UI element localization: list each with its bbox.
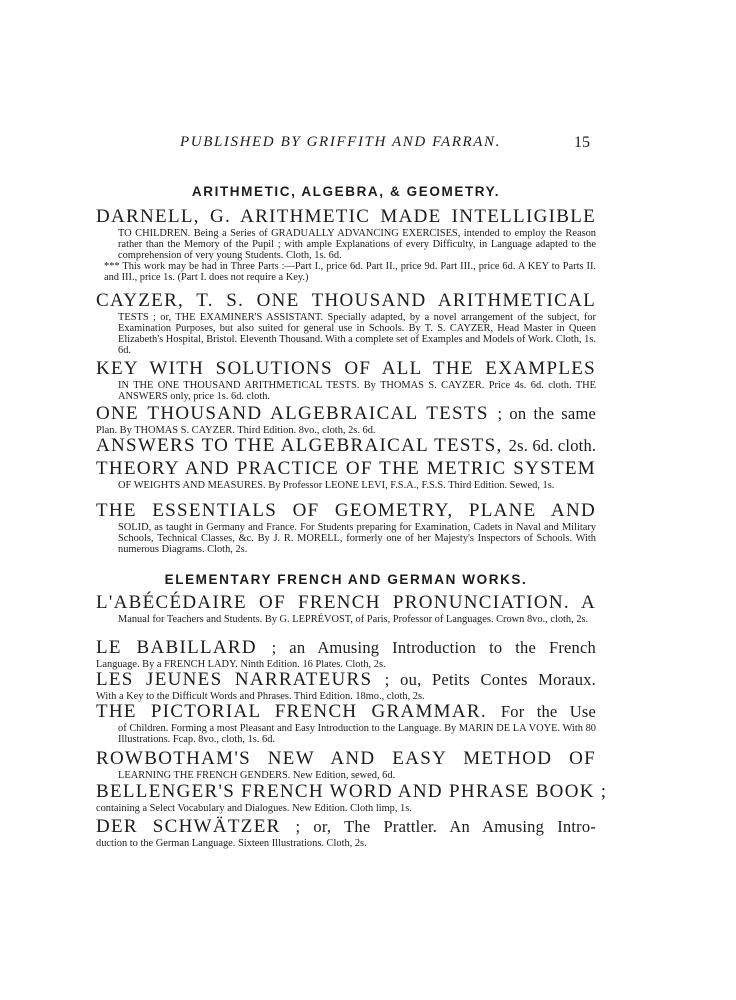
entry-title: DARNELL, G. ARITHMETIC MADE INTELLIGIBLE: [96, 206, 596, 227]
entry-note: *** This work may be had in Three Parts :—Part I., price 6d. Part II., price 9d. Part III., price 6d. A KEY to Parts II. and III., price 1s. (Part I. does not require a Key.): [104, 261, 596, 283]
entry-body: duction to the German Language. Sixteen Illustrations. Cloth, 2s.: [96, 838, 367, 849]
entry-body: TESTS ; or, THE EXAMINER'S ASSISTANT. Specially adapted, by a novel arrangement of the subject, for Examination Purposes, but also suited for general use in Schools. By T. S. CAYZER, Head Master in Queen Elizabeth's Hospital, Bristol. Eleventh Thousand. With a complete set of Examples and Models of Work. Cloth, 1s. 6d.: [118, 312, 596, 356]
entry-title: ONE THOUSAND ALGEBRAICAL TESTS ; on the same: [96, 403, 597, 424]
entry-body: of Children. Forming a most Pleasant and Easy Introduction to the Language. By MARIN DE LA VOYE. With 80 Illustrations. Fcap. 8vo., cloth, 1s. 6d.: [118, 723, 596, 745]
entry-title: LE BABILLARD ; an Amusing Introduction to the French: [96, 637, 596, 658]
entry-body: LEARNING THE FRENCH GENDERS. New Edition, sewed, 6d.: [118, 770, 396, 781]
entry-cayzer: [96, 290, 596, 356]
entry-metric-system: [96, 458, 596, 491]
entry-darnell: [96, 206, 596, 283]
page-number: 15: [574, 134, 590, 151]
entry-title: CAYZER, T. S. ONE THOUSAND ARITHMETICAL: [96, 290, 596, 311]
entry-title: ANSWERS TO THE ALGEBRAICAL TESTS, 2s. 6d. cloth.: [96, 435, 597, 456]
entry-babillard: [96, 637, 596, 670]
entry-title: L'ABÉCÉDAIRE OF FRENCH PRONUNCIATION. A: [96, 592, 596, 613]
entry-body: OF WEIGHTS AND MEASURES. By Professor LEONE LEVI, F.S.A., F.S.S. Third Edition. Sewed, 1s.: [118, 480, 555, 491]
section-heading-arithmetic: ARITHMETIC, ALGEBRA, & GEOMETRY.: [191, 184, 501, 199]
entry-body: Language. By a FRENCH LADY. Ninth Edition. 16 Plates. Cloth, 2s.: [96, 659, 386, 670]
entry-body: SOLID, as taught in Germany and France. For Students preparing for Examination, Cadets in Naval and Military Schools, Technical Classes, &c. By J. R. MORELL, formerly one of her Majesty's Inspectors of Schools. With numerous Diagrams. Cloth, 2s.: [118, 522, 596, 555]
entry-title: THE PICTORIAL FRENCH GRAMMAR. For the Use: [96, 701, 596, 722]
entry-body: With a Key to the Difficult Words and Phrases. Third Edition. 18mo., cloth, 2s.: [96, 691, 425, 702]
entry-key-solutions: [96, 358, 596, 402]
section-heading-french-german: ELEMENTARY FRENCH AND GERMAN WORKS.: [164, 572, 528, 587]
running-head: PUBLISHED BY GRIFFITH AND FARRAN.: [180, 134, 501, 150]
entry-rowbotham: [96, 748, 596, 781]
entry-algebraical-tests: [96, 403, 596, 436]
entry-title: DER SCHWÄTZER ; or, The Prattler. An Amusing Intro-: [96, 816, 596, 837]
entry-title: THE ESSENTIALS OF GEOMETRY, PLANE AND: [96, 500, 596, 521]
entry-answers-algebraical: [96, 435, 596, 457]
entry-body: containing a Select Vocabulary and Dialogues. New Edition. Cloth limp, 1s.: [96, 803, 412, 814]
entry-title: KEY WITH SOLUTIONS OF ALL THE EXAMPLES: [96, 358, 596, 379]
entry-title: LES JEUNES NARRATEURS ; ou, Petits Contes Moraux.: [96, 669, 596, 690]
entry-body: Plan. By THOMAS S. CAYZER. Third Edition. 8vo., cloth, 2s. 6d.: [96, 425, 376, 436]
entry-essentials-geometry: [96, 500, 596, 555]
entry-body: TO CHILDREN. Being a Series of GRADUALLY ADVANCING EXERCISES, intended to employ the Reason rather than the Memory of the Pupil ; with ample Explanations of every Difficulty, in Language adapted to the comprehension of very young Students. Cloth, 1s. 6d.: [118, 228, 596, 261]
entry-pictorial-grammar: [96, 701, 596, 745]
entry-bellenger: [96, 781, 608, 814]
entry-title: ROWBOTHAM'S NEW AND EASY METHOD OF: [96, 748, 596, 769]
entry-body: Manual for Teachers and Students. By G. LEPRÉVOST, of Paris, Professor of Languages. Crown 8vo., cloth, 2s.: [118, 614, 589, 625]
entry-schwatzer: [96, 816, 596, 849]
entry-jeunes-narrateurs: [96, 669, 596, 702]
entry-title: THEORY AND PRACTICE OF THE METRIC SYSTEM: [96, 458, 596, 479]
entry-title: BELLENGER'S FRENCH WORD AND PHRASE BOOK ;: [96, 781, 608, 802]
entry-body: IN THE ONE THOUSAND ARITHMETICAL TESTS. By THOMAS S. CAYZER. Price 4s. 6d. cloth. THE ANSWERS only, price 1s. 6d. cloth.: [118, 380, 596, 402]
entry-abecedaire: [96, 592, 596, 625]
